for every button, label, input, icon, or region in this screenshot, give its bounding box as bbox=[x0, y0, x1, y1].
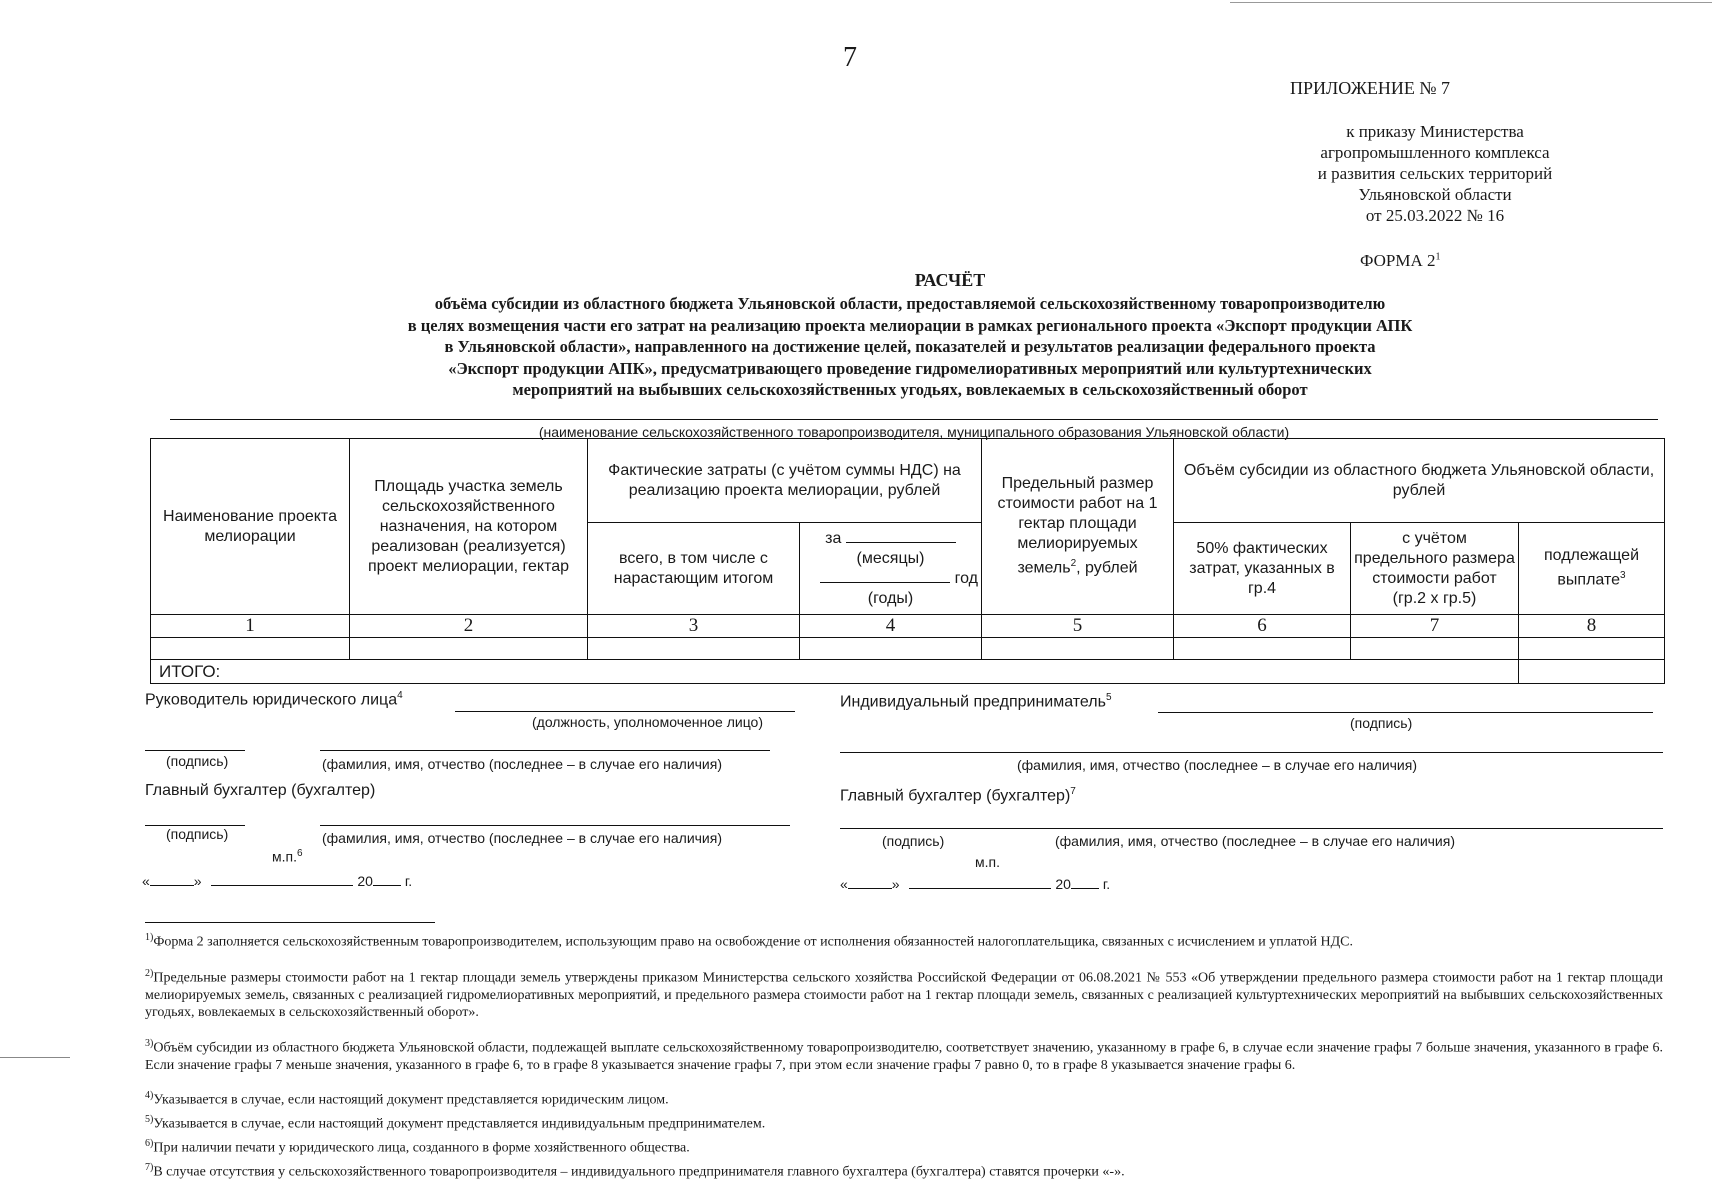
appendix-line: к приказу Министерства bbox=[1346, 122, 1524, 141]
fio-caption: (фамилия, имя, отчество (последнее – в случае его наличия) bbox=[322, 756, 722, 772]
footnote: $^{4)}$Указывается в случае, если настоящий документ представляется юридическим лицом. bbox=[145, 1090, 669, 1108]
producer-name-caption: (наименование сельскохозяйственного товаропроизводителя, муниципального образования Ульяновской области) bbox=[538, 424, 1290, 440]
footnote-separator bbox=[145, 922, 435, 923]
producer-name-line[interactable] bbox=[170, 419, 1658, 420]
subtitle-line: в Ульяновской области», направленного на достижение целей, показателей и результатов реализации федерального проекта bbox=[444, 337, 1376, 356]
table-cell[interactable] bbox=[350, 638, 588, 660]
entrepreneur-sign-line[interactable] bbox=[1158, 712, 1653, 713]
head-fio-line[interactable] bbox=[320, 750, 770, 751]
col-number: 8 bbox=[1519, 615, 1665, 638]
stamp-mark: м.п.$^6$ bbox=[272, 848, 303, 865]
col-number: 7 bbox=[1351, 615, 1519, 638]
document-subtitle bbox=[260, 293, 1560, 401]
appendix-title: ПРИЛОЖЕНИЕ № 7 bbox=[1290, 78, 1451, 98]
header-actual-total: всего, в том числе с нарастающим итогом bbox=[588, 523, 800, 615]
subtitle-line: мероприятий на выбывших сельскохозяйственных угодьях, вовлекаемых в сельскохозяйственный оборот bbox=[512, 380, 1308, 399]
col-number: 6 bbox=[1174, 615, 1351, 638]
header-subsidy-limit: с учётом предельного размера стоимости работ (гр.2 х гр.5) bbox=[1351, 523, 1519, 615]
col-number: 3 bbox=[588, 615, 800, 638]
head-position-line[interactable] bbox=[455, 711, 795, 712]
table-cell[interactable] bbox=[1351, 638, 1519, 660]
position-caption: (должность, уполномоченное лицо) bbox=[532, 714, 763, 730]
total-value-cell[interactable] bbox=[1519, 660, 1665, 684]
total-label: ИТОГО: bbox=[151, 660, 1519, 684]
header-limit-cost: Предельный размер стоимости работ на 1 гектар площади мелиорируемых земель$^2$, рублей bbox=[982, 439, 1174, 615]
page-number: 7 bbox=[843, 42, 857, 73]
accountant-fio-line[interactable] bbox=[320, 825, 790, 826]
subtitle-line: в целях возмещения части его затрат на реализацию проекта мелиорации в рамках регионального проекта «Экспорт продукции АПК bbox=[407, 315, 1413, 335]
accountant-label: Главный бухгалтер (бухгалтер)$^7$ bbox=[840, 786, 1076, 805]
fio-caption: (фамилия, имя, отчество (последнее – в случае его наличия) bbox=[322, 830, 722, 846]
sign-caption: (подпись) bbox=[166, 753, 229, 769]
appendix-line: агропромышленного комплекса bbox=[1320, 143, 1550, 162]
footnote: $^{5)}$Указывается в случае, если настоящий документ представляется индивидуальным предпринимателем. bbox=[145, 1114, 766, 1132]
header-actual-period: за (месяцы) год (годы) bbox=[800, 523, 982, 615]
header-project-name: Наименование проекта мелиорации bbox=[151, 439, 350, 615]
table-cell[interactable] bbox=[151, 638, 350, 660]
col-number: 1 bbox=[151, 615, 350, 638]
col-number: 2 bbox=[350, 615, 588, 638]
scan-margin-mark bbox=[0, 1057, 70, 1058]
header-area: Площадь участка земель сельскохозяйственного назначения, на котором реализован (реализуется) проект мелиорации, гектар bbox=[350, 439, 588, 615]
table-cell[interactable] bbox=[800, 638, 982, 660]
form-label: ФОРМА $2^1$ bbox=[1360, 251, 1441, 270]
subtitle-line: объёма субсидии из областного бюджета Ульяновской области, предоставляемой сельскохозяйственному товаропроизводителю bbox=[434, 294, 1386, 313]
appendix-line: от 25.03.2022 № 16 bbox=[1365, 206, 1505, 225]
footnote: $^{3)}$Объём субсидии из областного бюджета Ульяновской области, подлежащей выплате сельскохозяйственному товаропроизводителю, соответствует значению, указанному в графе 6, в случае если значение графы 7 больше значения, указанного в графе 6. Если значение графы 7 меньше значения, указанного в графе 6, то в графе 8 указывается значение графы 7, при этом если значение графы 7 равно 0, то в графе 8 указывается значение графы 6. bbox=[145, 1038, 1663, 1073]
entrepreneur-fio-line[interactable] bbox=[840, 752, 1663, 753]
sign-caption: (подпись) bbox=[882, 833, 945, 849]
footnote: $^{2)}$Предельные размеры стоимости работ на 1 гектар площади земель утверждены приказом Министерства сельского хозяйства Российской Федерации от 06.08.2021 № 553 «Об утверждении предельного размера стоимости работ на 1 гектар площади мелиорируемых земель, связанных с реализацией гидромелиоративных мероприятий, и предельного размера стоимости работ на 1 гектар площади земель, связанных с реализацией культуртехнических мероприятий на выбывших сельскохозяйственных угодьях, вовлекаемых в сельскохозяйственный оборот». bbox=[145, 968, 1663, 1020]
total-row bbox=[151, 660, 1665, 684]
accountant-line[interactable] bbox=[840, 828, 1663, 829]
header-subsidy-volume: Объём субсидии из областного бюджета Ульяновской области, рублей bbox=[1174, 439, 1665, 523]
stamp-mark: м.п. bbox=[975, 854, 1000, 870]
head-sign-line[interactable] bbox=[145, 750, 245, 751]
appendix-subtitle bbox=[1270, 121, 1600, 226]
footnote: $^{6)}$При наличии печати у юридического лица, созданного в форме хозяйственного общества. bbox=[145, 1138, 690, 1156]
sign-caption: (подпись) bbox=[166, 826, 229, 842]
subsidy-table bbox=[150, 438, 1665, 684]
col-number: 4 bbox=[800, 615, 982, 638]
date-field[interactable]: « » 20 г. bbox=[142, 873, 413, 889]
header-subsidy-pay: подлежащей выплате$^3$ bbox=[1519, 523, 1665, 615]
col-number: 5 bbox=[982, 615, 1174, 638]
accountant-label: Главный бухгалтер (бухгалтер) bbox=[145, 782, 376, 799]
date-field[interactable]: « » 20 г. bbox=[840, 876, 1111, 892]
head-label: Руководитель юридического лица$^4$ bbox=[145, 690, 403, 709]
table-cell[interactable] bbox=[1519, 638, 1665, 660]
table-row bbox=[151, 638, 1665, 660]
footnote: $^{7)}$В случае отсутствия у сельскохозяйственного товаропроизводителя – индивидуального предпринимателя главного бухгалтера (бухгалтера) ставятся прочерки «-». bbox=[145, 1162, 1125, 1180]
subtitle-line: «Экспорт продукции АПК», предусматривающего проведение гидромелиоративных мероприятий или культуртехнических bbox=[448, 358, 1372, 378]
header-actual-costs: Фактические затраты (с учётом суммы НДС) на реализацию проекта мелиорации, рублей bbox=[588, 439, 982, 523]
document-title: РАСЧЁТ bbox=[914, 270, 986, 290]
appendix-line: Ульяновской области bbox=[1358, 185, 1512, 204]
appendix-line: и развития сельских территорий bbox=[1317, 164, 1553, 183]
sign-caption: (подпись) bbox=[1350, 715, 1413, 731]
footnote: $^{1)}$Форма 2 заполняется сельскохозяйственным товаропроизводителем, использующим право на освобождение от исполнения обязанностей налогоплательщика, связанных с исчислением и уплатой НДС. bbox=[145, 932, 1354, 950]
scan-top-edge bbox=[1230, 2, 1712, 3]
table-cell[interactable] bbox=[982, 638, 1174, 660]
header-subsidy-50: 50% фактических затрат, указанных в гр.4 bbox=[1174, 523, 1351, 615]
table-cell[interactable] bbox=[588, 638, 800, 660]
fio-caption: (фамилия, имя, отчество (последнее – в случае его наличия) bbox=[1055, 833, 1455, 849]
entrepreneur-label: Индивидуальный предприниматель$^5$ bbox=[840, 692, 1112, 711]
table-cell[interactable] bbox=[1174, 638, 1351, 660]
fio-caption: (фамилия, имя, отчество (последнее – в случае его наличия) bbox=[1017, 757, 1417, 773]
